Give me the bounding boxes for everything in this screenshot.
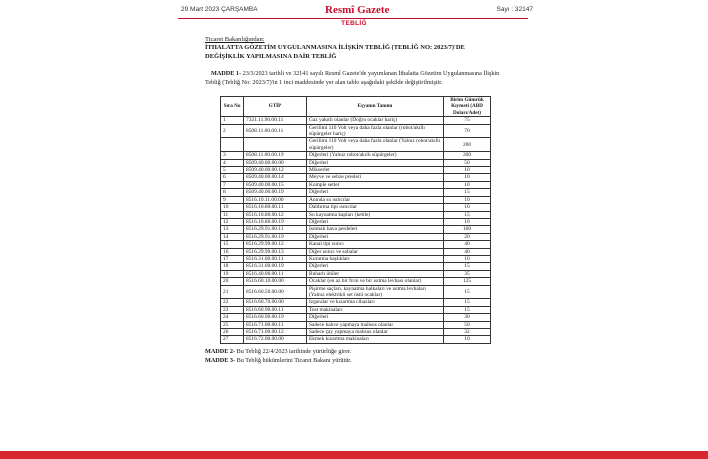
cell-description: Buharlı ütüler [307,270,444,277]
cell-description: Mikserler [307,167,444,174]
table-row [221,255,491,262]
cell-gtip: 8516.60.70.00.00 [244,299,307,306]
table-row [221,248,491,255]
article-2-text: Bu Tebliğ 22/4/2023 tarihinde yürürlüğe girer. [235,348,352,355]
cell-no: 17 [221,255,244,262]
table-row [221,241,491,248]
article-1 [205,69,505,87]
customs-value-table [220,96,491,344]
cell-gtip: 8516.10.80.00.19 [244,218,307,225]
cell-value: 75 [444,117,491,124]
cell-no: 7 [221,181,244,188]
header-value: Birim Gümrük Kıymeti (ABD Doları/Adet) [444,97,491,117]
cell-no [221,138,244,152]
cell-gtip: 8516.10.80.00.12 [244,211,307,218]
cell-description: Diğer ısıtıcı ve sobalar [307,248,444,255]
cell-no: 23 [221,306,244,313]
cell-value: 15 [444,189,491,196]
gazette-title: Resmî Gazete [325,4,390,16]
cell-gtip: 8509.40.00.00.00 [244,159,307,166]
cell-value: 15 [444,263,491,270]
cell-gtip: 8516.60.90.00.19 [244,314,307,321]
cell-description: Ekmek kızartma makinaları [307,336,444,343]
cell-value: 32 [444,329,491,336]
cell-value: 50 [444,159,491,166]
cell-value: 70 [444,124,491,138]
cell-value: 15 [444,306,491,313]
table-row [221,285,491,299]
table-row [221,117,491,124]
cell-gtip: 8509.40.00.00.15 [244,181,307,188]
table-row [221,159,491,166]
table-row [221,152,491,159]
table-row [221,218,491,225]
cell-no: 11 [221,211,244,218]
table-row [221,196,491,203]
cell-description: Sadece çay yapmaya mahsus olanlar [307,329,444,336]
cell-gtip: 7321.11.90.00.11 [244,117,307,124]
cell-value: 125 [444,278,491,285]
table-row [221,167,491,174]
cell-description: Izgaralar ve kızartma cihazları [307,299,444,306]
document-title: İTHALATTA GÖZETİM UYGULANMASINA İLİŞKİN TEBLİĞ (TEBLİĞ NO: 2023/7)'DE DEĞİŞİKLİK YAPILMASINA DAİR TEBLİĞ [205,44,465,60]
cell-no: 19 [221,270,244,277]
cell-description: Diğerleri [307,218,444,225]
cell-gtip [244,138,307,152]
cell-description: Gaz yakıtlı olanlar (Doğru ocaklar hariç) [307,117,444,124]
table-row [221,211,491,218]
cell-gtip: 8516.60.90.00.11 [244,306,307,313]
cell-value: 10 [444,255,491,262]
cell-description: Daldırma tipi ısıtıcılar [307,204,444,211]
section-label: TEBLİĞ [341,20,367,27]
cell-no: 8 [221,189,244,196]
cell-gtip: 8509.40.00.00.12 [244,167,307,174]
header-divider [178,18,528,19]
table-row [221,314,491,321]
cell-gtip: 8516.29.91.00.11 [244,226,307,233]
cell-value: 40 [444,248,491,255]
cell-no: 9 [221,196,244,203]
table-row [221,336,491,343]
article-3-label: MADDE 3- [205,357,236,364]
article-2 [205,348,351,356]
cell-description: Ocaklar (en az bir fırın ve bir ısıtma levhası olanlar) [307,278,444,285]
cell-value: 200 [444,138,491,152]
table-row [221,181,491,188]
cell-value: 35 [444,270,491,277]
cell-value: 20 [444,233,491,240]
cell-value: 10 [444,196,491,203]
header-no: Sıra No [221,97,244,117]
cell-value: 15 [444,211,491,218]
table-row [221,189,491,196]
table-row [221,321,491,328]
cell-no: 4 [221,159,244,166]
cell-description: Tost makinaları [307,306,444,313]
cell-value: 10 [444,204,491,211]
cell-no: 26 [221,329,244,336]
cell-description: Diğerleri [307,314,444,321]
table-row [221,138,491,152]
cell-description: Su kaynatma kapları (kettle) [307,211,444,218]
cell-gtip: 8516.31.00.00.11 [244,255,307,262]
cell-no: 12 [221,218,244,225]
cell-gtip: 8516.40.00.00.11 [244,270,307,277]
cell-value: 10 [444,174,491,181]
cell-no: 25 [221,321,244,328]
cell-no: 20 [221,278,244,285]
cell-description: Diğerleri [307,159,444,166]
cell-no: 13 [221,226,244,233]
cell-value: 15 [444,285,491,299]
cell-description: Sadece kahve yapmaya mahsus olanlar [307,321,444,328]
cell-no: 16 [221,248,244,255]
cell-gtip: 8516.29.99.00.12 [244,241,307,248]
cell-gtip: 8509.40.00.00.19 [244,189,307,196]
cell-gtip: 8516.10.11.00.00 [244,196,307,203]
cell-value: 30 [444,314,491,321]
article-1-text: 23/3/2023 tarihli ve 32141 sayılı Resmî Gazete'de yayımlanan İthalatta Gözetim Uygulanmasına İlişkin Tebliğ (Tebliğ No: 2023/7)'in 1 inci maddesinde yer alan tablo aşağıdaki şekilde değiştirilmiştir. [205,70,500,86]
table-row [221,204,491,211]
cell-description: Gerilimi 110 Volt veya daha fazla olanlar (robot/akıllı süpürgeler hariç) [307,124,444,138]
cell-no: 15 [221,241,244,248]
cell-gtip: 8516.10.80.00.11 [244,204,307,211]
cell-no: 5 [221,167,244,174]
header-description: Eşyanın Tanımı [307,97,444,117]
cell-description: Anında su ısıtıcılar [307,196,444,203]
cell-gtip: 8516.31.00.00.19 [244,263,307,270]
article-3-text: Bu Tebliğ hükümlerini Ticaret Bakanı yürütür. [235,357,352,364]
cell-no: 21 [221,285,244,299]
cell-gtip: 8509.40.00.00.14 [244,174,307,181]
cell-description: Diğerleri [307,233,444,240]
cell-gtip: 8516.60.10.00.00 [244,278,307,285]
cell-value: 100 [444,226,491,233]
table-row [221,174,491,181]
cell-description: Gerilimi 110 Volt veya daha fazla olanlar (Yalnız robot/akıllı süpürgeler) [307,138,444,152]
cell-no: 2 [221,124,244,138]
ministry-name: Ticaret Bakanlığından: [205,36,265,43]
cell-description: Komple setler [307,181,444,188]
cell-gtip: 8516.71.00.00.12 [244,329,307,336]
cell-description: Diğerleri [307,263,444,270]
cell-description: Isıtmalı hava perdeleri [307,226,444,233]
cell-no: 3 [221,152,244,159]
cell-gtip: 8516.72.00.00.00 [244,336,307,343]
table-header-row [221,97,491,117]
table-row [221,278,491,285]
table-row [221,233,491,240]
cell-value: 10 [444,167,491,174]
cell-value: 40 [444,241,491,248]
cell-value: 10 [444,181,491,188]
cell-description: Diğerleri (Yalnız robot/akıllı süpürgeler) [307,152,444,159]
table-row [221,124,491,138]
cell-no: 10 [221,204,244,211]
cell-gtip: 8516.71.00.00.11 [244,321,307,328]
table-row [221,329,491,336]
article-1-label: MADDE 1- [211,70,242,77]
cell-value: 15 [444,299,491,306]
header-date: 29 Mart 2023 ÇARŞAMBA [181,6,258,13]
table-row [221,299,491,306]
cell-no: 24 [221,314,244,321]
article-3 [205,357,352,365]
cell-no: 1 [221,117,244,124]
cell-no: 22 [221,299,244,306]
cell-description: Kanal tipi ısıtıcı [307,241,444,248]
table-body [221,117,491,344]
issue-number: Sayı : 32147 [496,6,533,13]
cell-gtip: 8508.11.00.00.19 [244,152,307,159]
cell-value: 10 [444,336,491,343]
table-row [221,270,491,277]
cell-value: 200 [444,152,491,159]
cell-description: Meyve ve sebze presleri [307,174,444,181]
cell-gtip: 8516.60.50.00.00 [244,285,307,299]
bottom-red-bar [0,451,708,459]
cell-gtip: 8508.11.00.00.11 [244,124,307,138]
gazette-header [175,4,535,18]
cell-gtip: 8516.29.91.00.19 [244,233,307,240]
cell-value: 10 [444,218,491,225]
header-gtip: GTİP [244,97,307,117]
cell-no: 6 [221,174,244,181]
cell-value: 50 [444,321,491,328]
table-row [221,306,491,313]
table-row [221,263,491,270]
cell-no: 14 [221,233,244,240]
article-2-label: MADDE 2- [205,348,236,355]
cell-description: Pişirme saçları, kaynatma halkaları ve ısıtma levhaları (Yalnız elektrikli set üstü ocaklar) [307,285,444,299]
cell-description: Kurutma başlıkları [307,255,444,262]
cell-gtip: 8516.29.99.00.13 [244,248,307,255]
cell-description: Diğerleri [307,189,444,196]
cell-no: 27 [221,336,244,343]
cell-no: 18 [221,263,244,270]
table-row [221,226,491,233]
